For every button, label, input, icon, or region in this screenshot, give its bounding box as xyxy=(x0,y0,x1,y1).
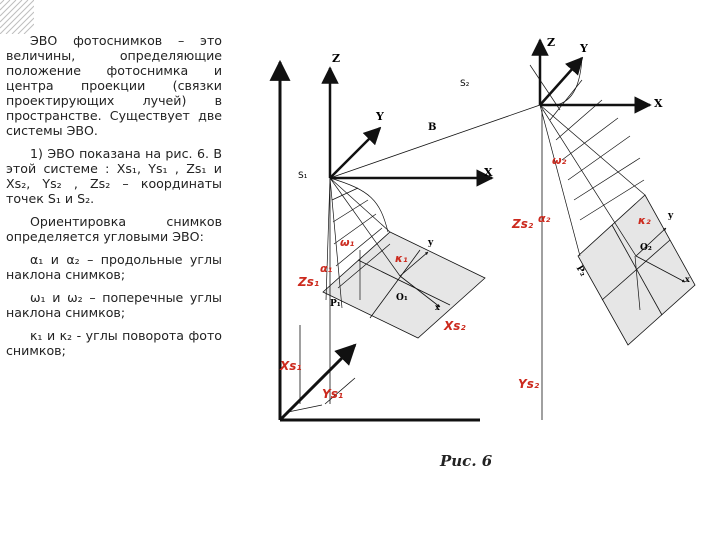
paragraph-kappa: κ₁ и κ₂ - углы поворота фото снимков; xyxy=(6,328,222,358)
label-xs2: Xs₂ xyxy=(444,319,466,333)
paragraph-orientation: Ориентировка снимков определяется угловыми ЭВО: xyxy=(6,214,222,244)
label-p1: P₁ xyxy=(330,299,341,309)
label-s2: S₂ xyxy=(460,79,470,89)
label-o2: O₂ xyxy=(640,243,652,253)
s1-y-axis xyxy=(330,128,380,178)
label-y-s1: Y xyxy=(376,110,384,123)
paragraph-omega: ω₁ и ω₂ – поперечные углы наклона снимков; xyxy=(6,290,222,320)
base-line xyxy=(330,105,540,178)
label-z-main: Z xyxy=(332,52,341,65)
label-alpha2: α₂ xyxy=(538,212,551,225)
label-omega2: ω₂ xyxy=(552,154,567,167)
label-kappa1: κ₁ xyxy=(395,252,408,265)
label-z-right: Z xyxy=(547,36,556,49)
paragraph-definition: ЭВО фотоснимков – это величины, определяющие положение фотоснимка и центра проекции (связки проектирующих лучей) в пространстве. Существует две системы ЭВО. xyxy=(6,33,222,138)
label-s1: S₁ xyxy=(298,171,308,181)
label-kappa2: κ₂ xyxy=(638,214,651,227)
label-y1: y xyxy=(428,238,434,248)
label-b: B xyxy=(428,122,437,133)
label-ys1: Ys₁ xyxy=(322,387,344,401)
label-xs1: Xs₁ xyxy=(280,359,302,373)
paragraph-system: 1) ЭВО показана на рис. 6. В этой системе : Xs₁, Ys₁ , Zs₁ и Xs₂, Ys₂ , Zs₂ – координаты точек S₁ и S₂. xyxy=(6,146,222,206)
label-x-right: X xyxy=(654,97,663,110)
label-alpha1: α₁ xyxy=(320,262,333,275)
figure-caption: Рис. 6 xyxy=(440,452,493,470)
label-zs1: Zs₁ xyxy=(298,275,320,289)
eo-diagram xyxy=(230,0,710,470)
label-y2: y xyxy=(668,211,674,221)
label-y-right: Y xyxy=(580,42,588,55)
corner-hatch-decoration xyxy=(0,0,34,34)
label-x-s1: X xyxy=(484,166,493,179)
label-x1: x xyxy=(435,302,440,312)
text-column xyxy=(6,33,222,366)
label-ys2: Ys₂ xyxy=(518,377,540,391)
label-zs2: Zs₂ xyxy=(512,217,534,231)
label-p2: P₂ xyxy=(573,264,588,279)
label-x2: x xyxy=(685,274,690,284)
label-o1: O₁ xyxy=(396,293,408,303)
right-y-axis xyxy=(540,58,582,105)
label-omega1: ω₁ xyxy=(340,236,355,249)
paragraph-alpha: α₁ и α₂ – продольные углы наклона снимков; xyxy=(6,252,222,282)
